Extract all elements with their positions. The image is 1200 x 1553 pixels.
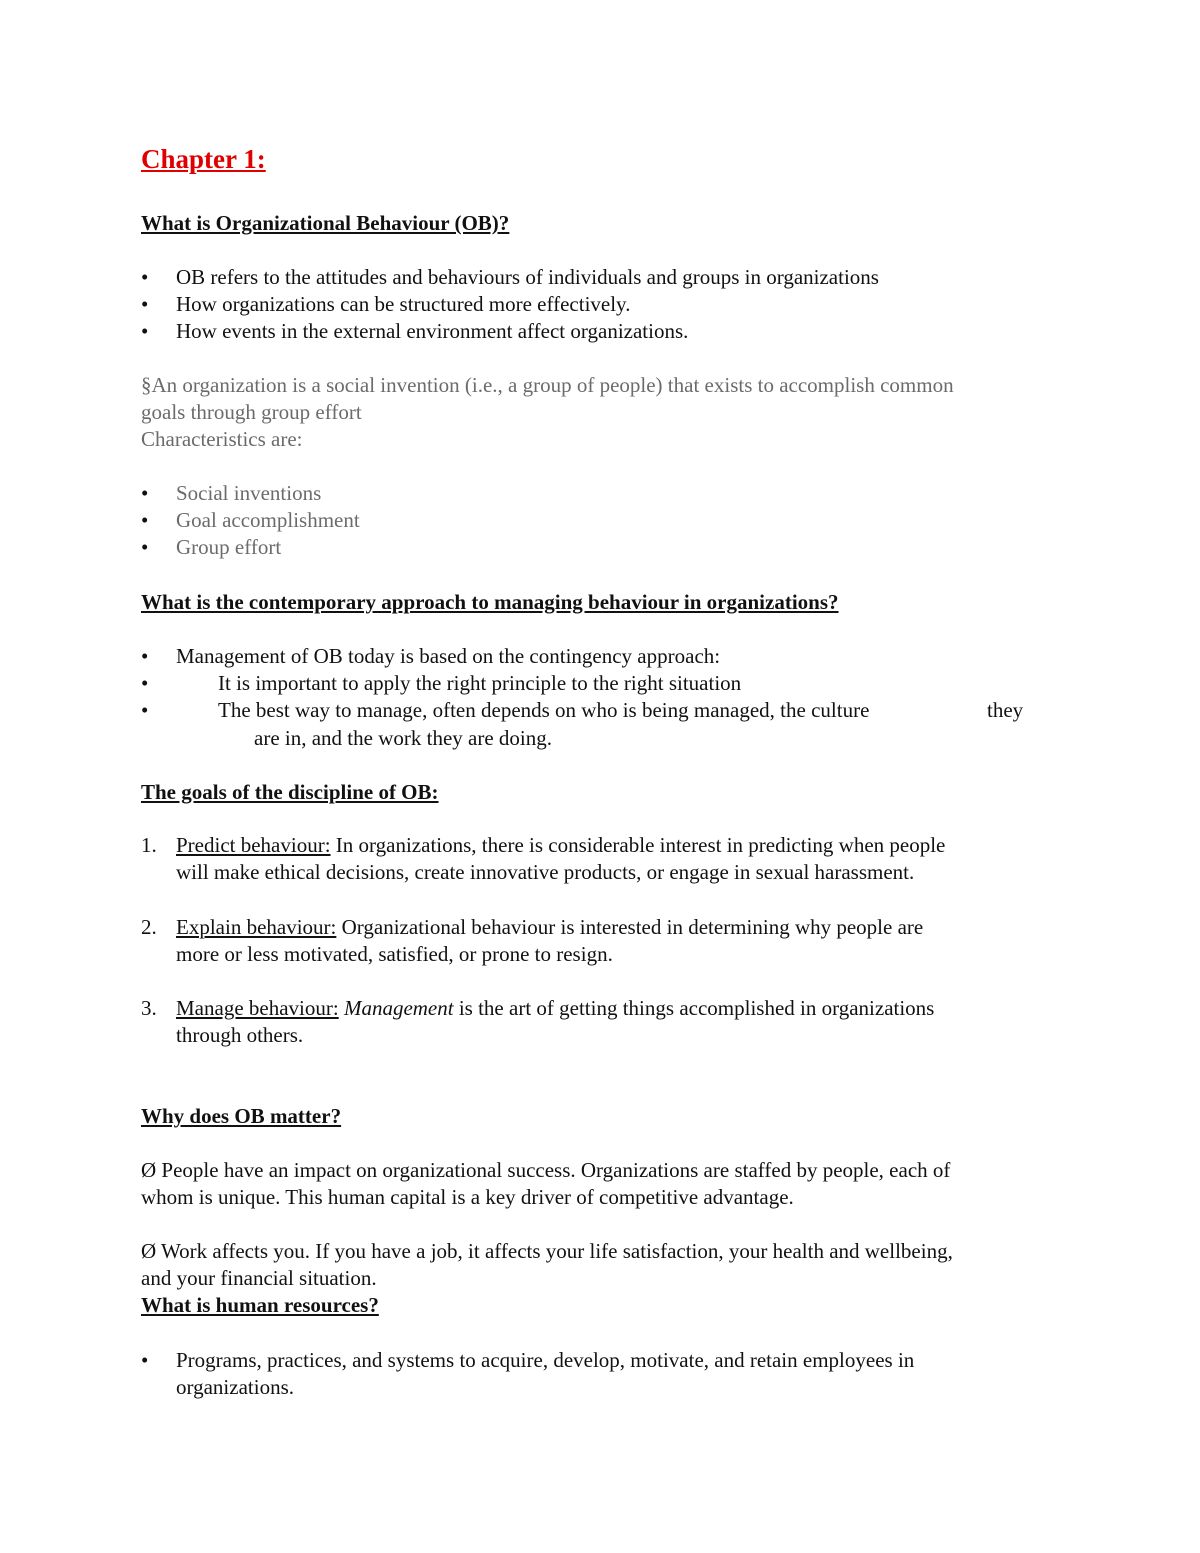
item-label: Explain behaviour: bbox=[176, 915, 337, 939]
list-item: Programs, practices, and systems to acquire, develop, motivate, and retain employees in bbox=[176, 1348, 915, 1372]
list-number: 3. bbox=[141, 996, 157, 1020]
bullet-glyph: • bbox=[141, 1348, 149, 1372]
chapter-title: Chapter 1: bbox=[141, 144, 266, 174]
numbered-item bbox=[176, 914, 923, 941]
numbered-item bbox=[176, 832, 945, 859]
list-item: Goal accomplishment bbox=[176, 508, 360, 532]
item-label: Predict behaviour: bbox=[176, 833, 331, 857]
paragraph-line: and your financial situation. bbox=[141, 1266, 377, 1290]
section-heading-human-resources: What is human resources? bbox=[141, 1293, 379, 1317]
list-item: How events in the external environment affect organizations. bbox=[176, 319, 689, 343]
list-item-continuation: organizations. bbox=[176, 1375, 295, 1399]
bullet-glyph: • bbox=[141, 644, 149, 668]
bullet-glyph: • bbox=[141, 292, 149, 316]
list-item-tail: they bbox=[987, 698, 1024, 722]
bullet-glyph: • bbox=[141, 671, 149, 695]
list-item: The best way to manage, often depends on who is being managed, the culture bbox=[218, 698, 870, 722]
list-item: How organizations can be structured more effectively. bbox=[176, 292, 631, 316]
paragraph-line: whom is unique. This human capital is a key driver of competitive advantage. bbox=[141, 1185, 794, 1209]
section-heading-goals: The goals of the discipline of OB: bbox=[141, 780, 439, 804]
bullet-glyph: • bbox=[141, 508, 149, 532]
bullet-glyph: • bbox=[141, 535, 149, 559]
list-item: Social inventions bbox=[176, 481, 322, 505]
section-heading-what-is-ob: What is Organizational Behaviour (OB)? bbox=[141, 211, 510, 235]
bullet-glyph: • bbox=[141, 319, 149, 343]
bullet-glyph: • bbox=[141, 265, 149, 289]
numbered-item bbox=[176, 995, 934, 1022]
characteristics-label: Characteristics are: bbox=[141, 427, 303, 451]
item-emphasis: Management bbox=[343, 996, 454, 1020]
section-heading-why-ob-matters: Why does OB matter? bbox=[141, 1104, 342, 1128]
list-number: 1. bbox=[141, 833, 157, 857]
definition-paragraph-line: goals through group effort bbox=[141, 400, 362, 424]
list-item: Management of OB today is based on the contingency approach: bbox=[176, 644, 721, 668]
section-heading-contemporary-approach: What is the contemporary approach to managing behaviour in organizations? bbox=[141, 590, 839, 614]
item-text: In organizations, there is considerable interest in predicting when people bbox=[330, 833, 946, 857]
numbered-item-continuation: will make ethical decisions, create innovative products, or engage in sexual harassment. bbox=[176, 860, 915, 884]
list-item: Group effort bbox=[176, 535, 282, 559]
numbered-item-continuation: more or less motivated, satisfied, or prone to resign. bbox=[176, 942, 613, 966]
bullet-glyph: • bbox=[141, 698, 149, 722]
bullet-glyph: • bbox=[141, 481, 149, 505]
item-label: Manage behaviour: bbox=[176, 996, 339, 1020]
item-text: Organizational behaviour is interested in determining why people are bbox=[336, 915, 924, 939]
item-text: is the art of getting things accomplished in organizations bbox=[453, 996, 935, 1020]
numbered-item-continuation: through others. bbox=[176, 1023, 304, 1047]
paragraph-line: Ø People have an impact on organizational success. Organizations are staffed by people, each of bbox=[141, 1158, 951, 1182]
list-item: OB refers to the attitudes and behaviours of individuals and groups in organizations bbox=[176, 265, 879, 289]
list-item: It is important to apply the right principle to the right situation bbox=[218, 671, 742, 695]
list-number: 2. bbox=[141, 915, 157, 939]
list-item-continuation: are in, and the work they are doing. bbox=[254, 726, 552, 750]
paragraph-line: Ø Work affects you. If you have a job, it affects your life satisfaction, your health and wellbeing, bbox=[141, 1239, 953, 1263]
definition-paragraph-line: §An organization is a social invention (i.e., a group of people) that exists to accomplish common bbox=[141, 373, 954, 397]
